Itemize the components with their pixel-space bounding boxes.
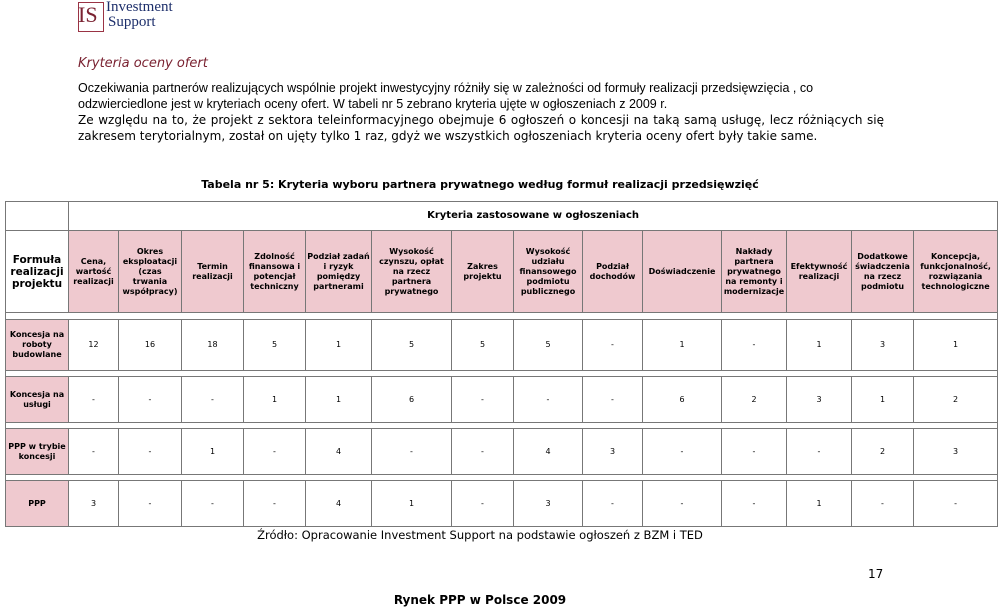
table-cell: 1 (787, 320, 852, 371)
table-cell: - (244, 429, 306, 475)
column-header: Dodatkowe świadczenia na rzecz podmiotu (852, 231, 914, 313)
table-cell: 2 (914, 377, 998, 423)
paragraph-1: Oczekiwania partnerów realizujących wspólnie projekt inwestycyjny różniły się w zależności od formuły realizacji przedsięwzięcia , co odzwierciedlone jest w kryteriach oceny ofert. W tabeli nr 5 zebrano kryteria ujęte w ogłoszeniach z 2009 r. (78, 81, 814, 111)
table-cell: 1 (244, 377, 306, 423)
section-heading: Kryteria oceny ofert (78, 56, 208, 71)
column-header: Doświadczenie (643, 231, 722, 313)
column-header: Wysokość czynszu, opłat na rzecz partnera prywatnego (372, 231, 452, 313)
logo-line2: Support (108, 14, 156, 30)
table-cell: - (119, 481, 182, 527)
table-cell: 3 (852, 320, 914, 371)
table-row (6, 481, 998, 527)
table-cell: 4 (306, 481, 372, 527)
table-cell: - (722, 481, 787, 527)
table-cell: - (452, 429, 514, 475)
table-row (6, 429, 998, 475)
corner-top-blank (6, 202, 69, 231)
table-cell: - (119, 429, 182, 475)
table-cell: - (119, 377, 182, 423)
table-cell: - (583, 377, 643, 423)
table-cell: - (372, 429, 452, 475)
table-cell: - (583, 320, 643, 371)
table-cell: 5 (514, 320, 583, 371)
column-header: Zdolność finansowa i potencjał techniczny (244, 231, 306, 313)
table-cell: - (452, 377, 514, 423)
table-cell: 4 (306, 429, 372, 475)
logo-mark: IS (78, 2, 98, 27)
table-cell: 3 (69, 481, 119, 527)
table-cell: - (182, 377, 244, 423)
investment-support-logo (78, 0, 188, 36)
table-cell: 12 (69, 320, 119, 371)
table-cell: - (643, 481, 722, 527)
table-cell: 6 (643, 377, 722, 423)
table-cell: 5 (244, 320, 306, 371)
group-header: Kryteria zastosowane w ogłoszeniach (69, 202, 998, 231)
column-header: Podział zadań i ryzyk pomiędzy partnerami (306, 231, 372, 313)
table-caption: Tabela nr 5: Kryteria wyboru partnera prywatnego według formuł realizacji przedsięwzięć (201, 178, 759, 191)
table-cell: 16 (119, 320, 182, 371)
table-cell: 5 (372, 320, 452, 371)
paragraph-2: Ze względu na to, że projekt z sektora teleinformacyjnego obejmuje 6 ogłoszeń o koncesji na taką samą usługę, lecz różniących się zakresem terytorialnym, został on ujęty tylko 1 raz, gdyż we wszystkich ogłoszeniach kryteria oceny ofert były takie same. (78, 113, 884, 143)
table-cell: 1 (787, 481, 852, 527)
table-cell: 1 (372, 481, 452, 527)
row-label: PPP w trybie koncesji (6, 429, 69, 475)
table-cell: 2 (722, 377, 787, 423)
corner-header: Formuła realizacji projektu (6, 231, 69, 313)
column-header: Wysokość udziału finansowego podmiotu publicznego (514, 231, 583, 313)
column-header: Zakres projektu (452, 231, 514, 313)
table-cell: - (583, 481, 643, 527)
table-row (6, 377, 998, 423)
table-cell: - (69, 377, 119, 423)
source-note: Źródło: Opracowanie Investment Support na podstawie ogłoszeń z BZM i TED (257, 528, 703, 542)
column-header: Koncepcja, funkcjonalność, rozwiązania technologiczne (914, 231, 998, 313)
column-header: Cena, wartość realizacji (69, 231, 119, 313)
column-header: Termin realizacji (182, 231, 244, 313)
page-footer: Rynek PPP w Polsce 2009 (393, 593, 567, 607)
table-cell: 5 (452, 320, 514, 371)
logo-line1: Investment (106, 0, 173, 15)
table-cell: 3 (514, 481, 583, 527)
table-cell: - (514, 377, 583, 423)
table-cell: - (643, 429, 722, 475)
table-cell: 1 (643, 320, 722, 371)
table-cell: 1 (306, 320, 372, 371)
column-header: Nakłady partnera prywatnego na remonty i modernizacje (722, 231, 787, 313)
table-cell: - (722, 320, 787, 371)
table-cell: 2 (852, 429, 914, 475)
column-header: Efektywność realizacji (787, 231, 852, 313)
table-cell: - (852, 481, 914, 527)
page-number: 17 (868, 567, 884, 581)
table-cell: - (787, 429, 852, 475)
table-cell: 4 (514, 429, 583, 475)
column-header: Okres eksploatacji (czas trwania współpracy) (119, 231, 182, 313)
table-cell: - (69, 429, 119, 475)
row-label: Koncesja na usługi (6, 377, 69, 423)
table-cell: 3 (787, 377, 852, 423)
spacer-row (6, 313, 998, 320)
table-cell: - (722, 429, 787, 475)
column-header: Podział dochodów (583, 231, 643, 313)
table-cell: 1 (306, 377, 372, 423)
row-label: Koncesja na roboty budowlane (6, 320, 69, 371)
table-cell: 3 (914, 429, 998, 475)
table-cell: - (914, 481, 998, 527)
table-cell: - (452, 481, 514, 527)
table-cell: - (182, 481, 244, 527)
table-cell: 18 (182, 320, 244, 371)
table-cell: 1 (852, 377, 914, 423)
table-cell: 3 (583, 429, 643, 475)
criteria-table (5, 201, 998, 527)
row-label: PPP (6, 481, 69, 527)
table-row (6, 320, 998, 371)
table-cell: - (244, 481, 306, 527)
table-cell: 1 (914, 320, 998, 371)
table-cell: 1 (182, 429, 244, 475)
table-cell: 6 (372, 377, 452, 423)
